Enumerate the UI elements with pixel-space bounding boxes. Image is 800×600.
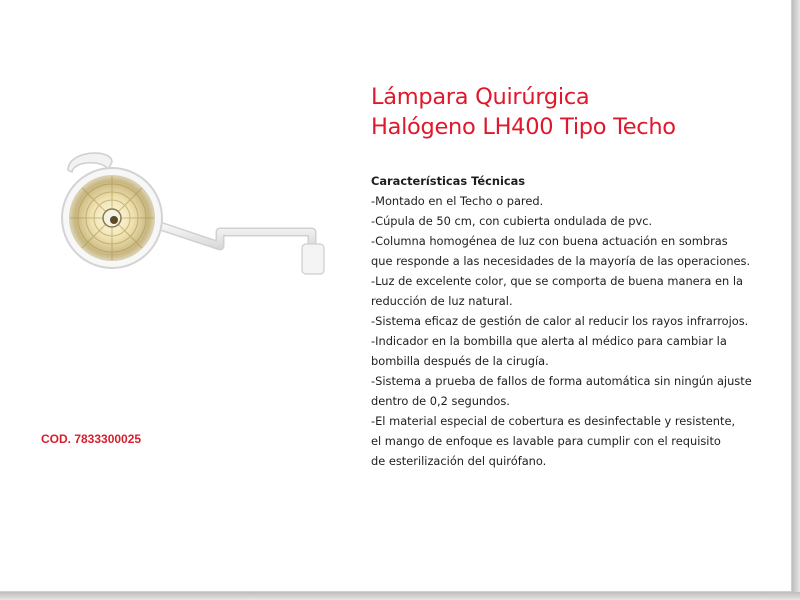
spec-line: -Sistema a prueba de fallos de forma automática sin ningún ajuste	[371, 374, 752, 388]
spec-line: -Indicador en la bombilla que alerta al médico para cambiar la	[371, 334, 727, 348]
product-title	[371, 82, 771, 142]
product-title-line-2: Halógeno LH400 Tipo Techo	[371, 114, 676, 140]
spec-line: dentro de 0,2 segundos.	[371, 394, 510, 408]
product-title-line-1: Lámpara Quirúrgica	[371, 84, 590, 110]
spec-line: bombilla después de la cirugía.	[371, 354, 549, 368]
spec-line: el mango de enfoque es lavable para cumplir con el requisito	[371, 434, 721, 448]
spec-line: -Sistema eficaz de gestión de calor al reducir los rayos infrarrojos.	[371, 314, 749, 328]
frame-shadow-bottom	[0, 592, 800, 600]
surgical-lamp-icon	[50, 140, 340, 280]
spec-line: -Columna homogénea de luz con buena actuación en sombras	[371, 234, 728, 248]
spec-line: reducción de luz natural.	[371, 294, 513, 308]
spec-line: -Luz de excelente color, que se comporta de buena manera en la	[371, 274, 743, 288]
spec-line: -El material especial de cobertura es desinfectable y resistente,	[371, 414, 736, 428]
product-code: COD. 7833300025	[41, 432, 142, 446]
spec-line: -Cúpula de 50 cm, con cubierta ondulada de pvc.	[371, 214, 653, 228]
spec-line: que responde a las necesidades de la mayoría de las operaciones.	[371, 254, 751, 268]
technical-specs	[371, 171, 751, 471]
spec-line: -Montado en el Techo o pared.	[371, 194, 544, 208]
frame-shadow-right	[792, 0, 800, 600]
spec-line: de esterilización del quirófano.	[371, 454, 547, 468]
specs-heading: Características Técnicas	[371, 174, 526, 188]
